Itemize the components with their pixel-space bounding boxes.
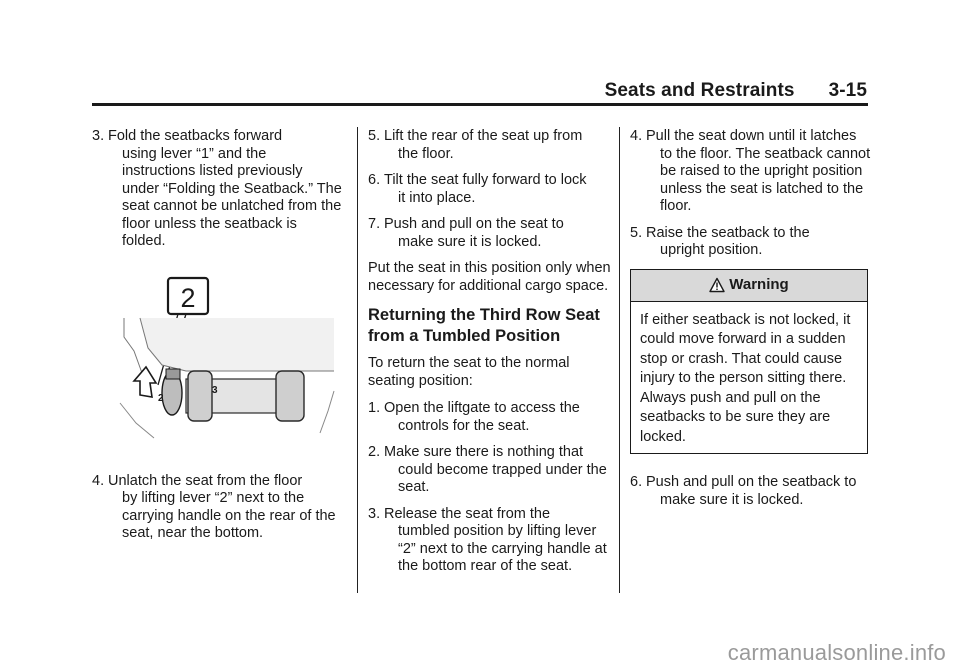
column-3 <box>630 128 875 518</box>
step-text: Make sure there is nothing that <box>384 444 584 460</box>
warning-header <box>631 270 867 302</box>
seat-lever-diagram <box>116 273 336 443</box>
intro-paragraph: To return the seat to the normal seating position: <box>368 355 570 389</box>
step-text: Tilt the seat fully forward to lock <box>384 172 587 188</box>
step-text: Push and pull on the seat to <box>384 216 564 232</box>
warning-box <box>630 269 868 455</box>
step-number: 3. <box>368 505 381 522</box>
step-number: 3. <box>92 128 105 144</box>
step-text: Release the seat from the <box>384 505 551 522</box>
step-7-push-pull <box>368 216 613 251</box>
page-number: 3-15 <box>828 80 867 101</box>
step-text-cont: by lifting lever “2” next to the carrying handle on the rear of the seat, near the bottom. <box>122 490 336 541</box>
handle-label: 3 <box>212 384 218 396</box>
step-text: Open the liftgate to access the <box>384 400 580 416</box>
step-text-cont: upright position. <box>660 242 763 258</box>
column-divider-1 <box>357 127 358 593</box>
step-text-cont: using lever “1” and the instructions listed previously under “Folding the Seatback.” The seat cannot be unlatched from the floor unless the seatback is folded. <box>122 145 342 249</box>
page-header <box>605 80 867 102</box>
section-title: Seats and Restraints <box>604 80 795 101</box>
section-heading: Returning the Third Row Seat from a Tumbled Position <box>368 306 600 345</box>
column-2 <box>368 128 613 585</box>
step-number: 6. <box>368 172 381 188</box>
step-text: Push and pull on the seatback to <box>646 474 857 490</box>
step-text-cont: the floor. <box>398 145 454 162</box>
step-6-push-pull-seatback <box>630 474 875 509</box>
step-text-cont: make sure it is locked. <box>398 233 542 250</box>
callout-number-large: 2 <box>180 282 196 313</box>
column-1 <box>92 128 342 552</box>
step-6-tilt-seat <box>368 172 613 207</box>
step-text-cont: could become trapped under the seat. <box>398 461 607 495</box>
step-number: 2. <box>368 444 381 460</box>
step-text-cont: it into place. <box>398 189 476 206</box>
step-5-raise-seatback <box>630 225 875 260</box>
step-text: Raise the seatback to the <box>646 224 810 241</box>
step-text: Fold the seatbacks forward <box>108 128 283 144</box>
step-3-release-seat <box>368 506 613 576</box>
step-5-lift-rear <box>368 128 613 163</box>
step-number: 4. <box>92 472 105 489</box>
seat-latch-illustration <box>116 273 336 443</box>
step-1-open-liftgate <box>368 400 613 435</box>
step-2-check-clear <box>368 444 613 497</box>
step-text-cont: to the floor. The seatback cannot be raised to the upright position unless the seat is latched to the floor. <box>660 145 871 214</box>
cargo-note: Put the seat in this position only when necessary for additional cargo space. <box>368 260 611 294</box>
watermark: carmanualsonline.info <box>727 640 946 665</box>
step-text: Pull the seat down until it latches <box>646 128 857 144</box>
step-number: 4. <box>630 128 643 144</box>
step-text: Lift the rear of the seat up from <box>384 128 583 144</box>
warning-text: If either seatback is not locked, it could move forward in a sudden stop or crash. That could cause injury to the person sitting there. Always push and pull on the seatbacks to be sure they are locked. <box>640 311 851 445</box>
step-text-cont: make sure it is locked. <box>660 491 804 508</box>
step-number: 6. <box>630 474 643 490</box>
step-text-cont: controls for the seat. <box>398 417 530 434</box>
step-number: 7. <box>368 216 381 232</box>
lever-label: 2 <box>158 392 164 404</box>
step-text: Unlatch the seat from the floor <box>108 472 303 489</box>
step-4-unlatch-seat <box>92 473 342 543</box>
step-4-pull-seat-down <box>630 128 875 216</box>
step-3-fold-seatbacks <box>92 128 342 251</box>
step-number: 1. <box>368 400 381 416</box>
warning-icon <box>709 277 725 293</box>
step-number: 5. <box>630 224 643 241</box>
step-text-cont: tumbled position by lifting lever “2” next to the carrying handle at the bottom rear of the seat. <box>398 523 607 574</box>
header-rule <box>92 103 868 106</box>
warning-title: Warning <box>729 276 789 294</box>
step-number: 5. <box>368 128 381 144</box>
column-divider-2 <box>619 127 620 593</box>
